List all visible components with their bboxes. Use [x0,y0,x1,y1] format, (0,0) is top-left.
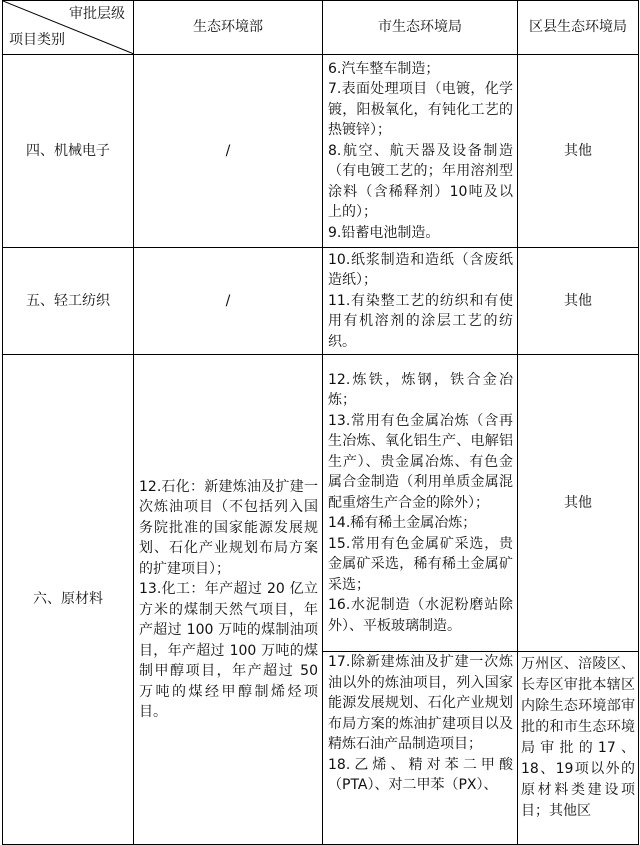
city-cell [323,652,518,845]
city-cell [323,248,518,355]
category-cell: 五、轻工纺织 [3,248,134,355]
table-header-row [3,1,639,55]
list-item: 13.常用有色金属冶炼（含再生冶炼、氧化铝生产、电解铝生产）、贵金属冶炼、有色金属合金制造（利用单质金属混配重熔生产合金的除外）； [328,412,513,511]
list-item: 18.乙烯、精对苯二甲酸（PTA）、对二甲苯（PX）、 [328,756,513,793]
list-item: 8.航空、航天器及设备制造（有电镀工艺的；年用溶剂型涂料（含稀释剂）10吨及以上的）； [328,142,513,221]
table-row-light-industry [3,248,639,355]
header-approval-level: 审批层级 [69,6,125,22]
ministry-cell: / [134,55,323,248]
table-row-machinery [3,55,639,248]
city-cell [323,55,518,248]
ministry-cell [134,355,323,845]
district-cell: 其他 [518,55,639,248]
district-cell: 万州区、涪陵区、长寿区审批本辖区内除生态环境部审批的和市生态环境局审批的17、18、19项以外的原材料类建设项目；其他区 [518,652,639,845]
list-item: 6.汽车整车制造； [328,60,440,77]
list-item: 9.铅蓄电池制造。 [328,224,440,241]
district-cell: 其他 [518,248,639,355]
city-cell [323,355,518,652]
header-district-bureau: 区县生态环境局 [518,1,639,55]
table-row-raw-materials [3,355,639,652]
corner-header-cell [3,1,134,55]
list-item: 14.稀有稀土金属冶炼； [328,515,477,532]
header-city-bureau: 市生态环境局 [323,1,518,55]
approval-level-table [2,0,639,845]
list-item: 13.化工：年产超过 20 亿立方米的煤制天然气项目，年产超过 100 万吨的煤制油项目，年产超过 100 万吨的煤制甲醇项目，年产超过 50 万吨的煤经甲醇制烯烃项目。 [139,581,318,720]
list-item: 12.炼铁，炼钢，铁合金冶炼； [328,371,513,409]
category-cell: 四、机械电子 [3,55,134,248]
ministry-cell: / [134,248,323,355]
category-cell: 六、原材料 [3,355,134,845]
list-item: 17.除新建炼油及扩建一次炼油以外的炼油项目，列入国家能源发展规划、石化产业规划布局方案的炼油扩建项目以及精炼石油产品制造项目； [328,654,513,752]
header-ministry: 生态环境部 [134,1,323,55]
header-project-category: 项目类别 [9,32,65,48]
list-item: 10.纸浆制造和造纸（含废纸造纸）； [328,251,513,289]
list-item: 7.表面处理项目（电镀，化学镀，阳极氧化，有钝化工艺的热镀锌）； [328,81,513,139]
district-cell: 其他 [518,355,639,652]
list-item: 12.石化：新建炼油及扩建一次炼油项目（不包括列入国务院批准的国家能源发展规划、石化产业规划布局方案的扩建项目）； [139,478,318,577]
list-item: 15.常用有色金属矿采选，贵金属矿采选，稀有稀土金属矿采选； [328,535,513,593]
list-item: 16.水泥制造（水泥粉磨站除外）、平板玻璃制造。 [328,597,513,634]
list-item: 11.有染整工艺的纺织和有使用有机溶剂的涂层工艺的纺织。 [328,292,513,350]
